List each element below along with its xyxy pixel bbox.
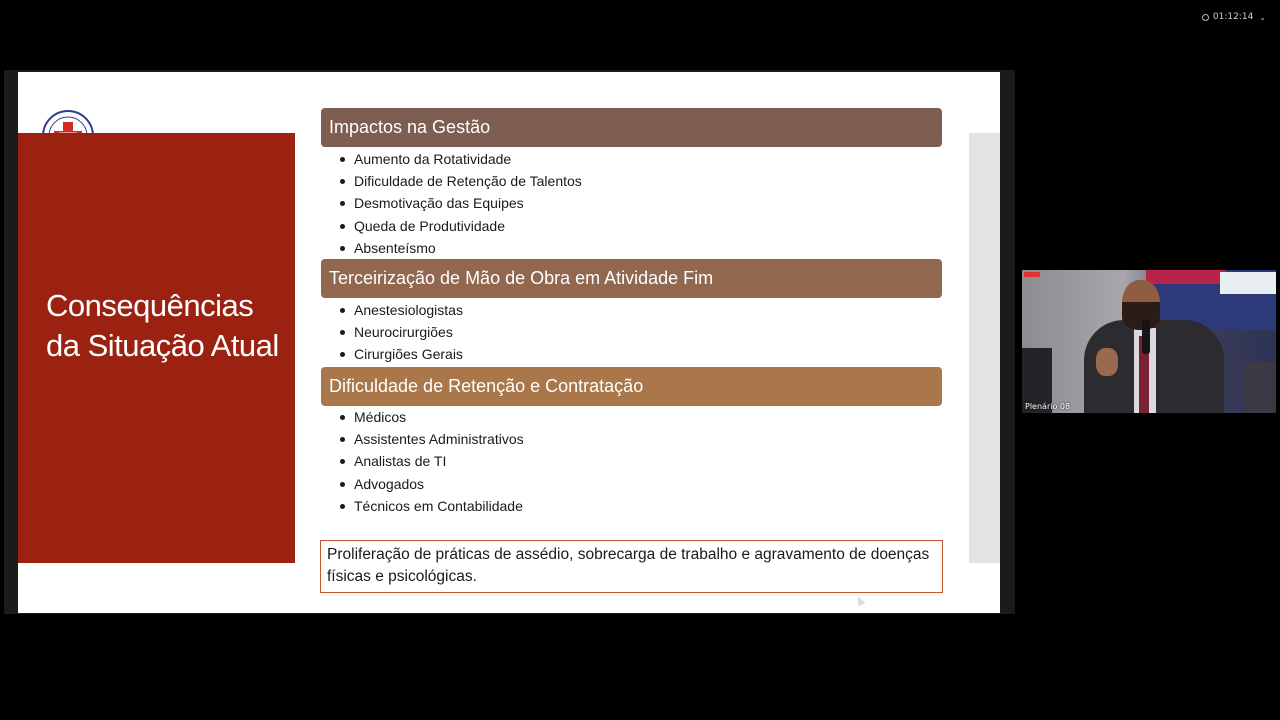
list-item: Dificuldade de Retenção de Talentos — [336, 170, 582, 192]
list-item: Médicos — [336, 406, 524, 428]
presentation-slide — [18, 72, 1000, 613]
video-backdrop-band — [1146, 270, 1226, 284]
list-item: Analistas de TI — [336, 450, 524, 472]
list-terceirizacao — [336, 299, 463, 366]
section-heading-gestao: Impactos na Gestão — [321, 108, 942, 147]
video-person-right — [1244, 362, 1276, 413]
list-item: Neurocirurgiões — [336, 321, 463, 343]
list-item: Queda de Produtividade — [336, 215, 582, 237]
list-impactos — [336, 148, 582, 259]
timer-value: 01:12:14 — [1212, 12, 1254, 22]
session-timer[interactable] — [1202, 12, 1266, 22]
video-participant-label: Plenário 08 — [1025, 402, 1071, 411]
list-item: Cirurgiões Gerais — [336, 343, 463, 365]
list-item: Assistentes Administrativos — [336, 428, 524, 450]
video-backdrop-screen — [1220, 272, 1276, 294]
speaker-hand — [1096, 348, 1118, 376]
list-item: Aumento da Rotatividade — [336, 148, 582, 170]
side-strip — [969, 133, 1000, 563]
section-heading-retencao: Dificuldade de Retenção e Contratação — [321, 367, 942, 406]
list-item: Técnicos em Contabilidade — [336, 495, 524, 517]
chevron-down-icon[interactable]: ⌄ — [1259, 12, 1266, 22]
slide-title: Consequências da Situação Atual — [46, 288, 279, 363]
list-item: Advogados — [336, 473, 524, 495]
list-item: Anestesiologistas — [336, 299, 463, 321]
clock-icon — [1202, 14, 1209, 21]
recording-indicator-icon — [1024, 272, 1040, 277]
conclusion-note: Proliferação de práticas de assédio, sobrecarga de trabalho e agravamento de doenças físicas e psicológicas. — [320, 540, 943, 593]
list-retencao — [336, 406, 524, 517]
participant-video-tile[interactable] — [1022, 270, 1276, 413]
microphone-icon — [1142, 320, 1150, 354]
list-item: Desmotivação das Equipes — [336, 192, 582, 214]
list-item: Absenteísmo — [336, 237, 582, 259]
speaker-beard — [1122, 302, 1160, 330]
section-heading-terceirizacao: Terceirização de Mão de Obra em Atividade Fim — [321, 259, 942, 298]
